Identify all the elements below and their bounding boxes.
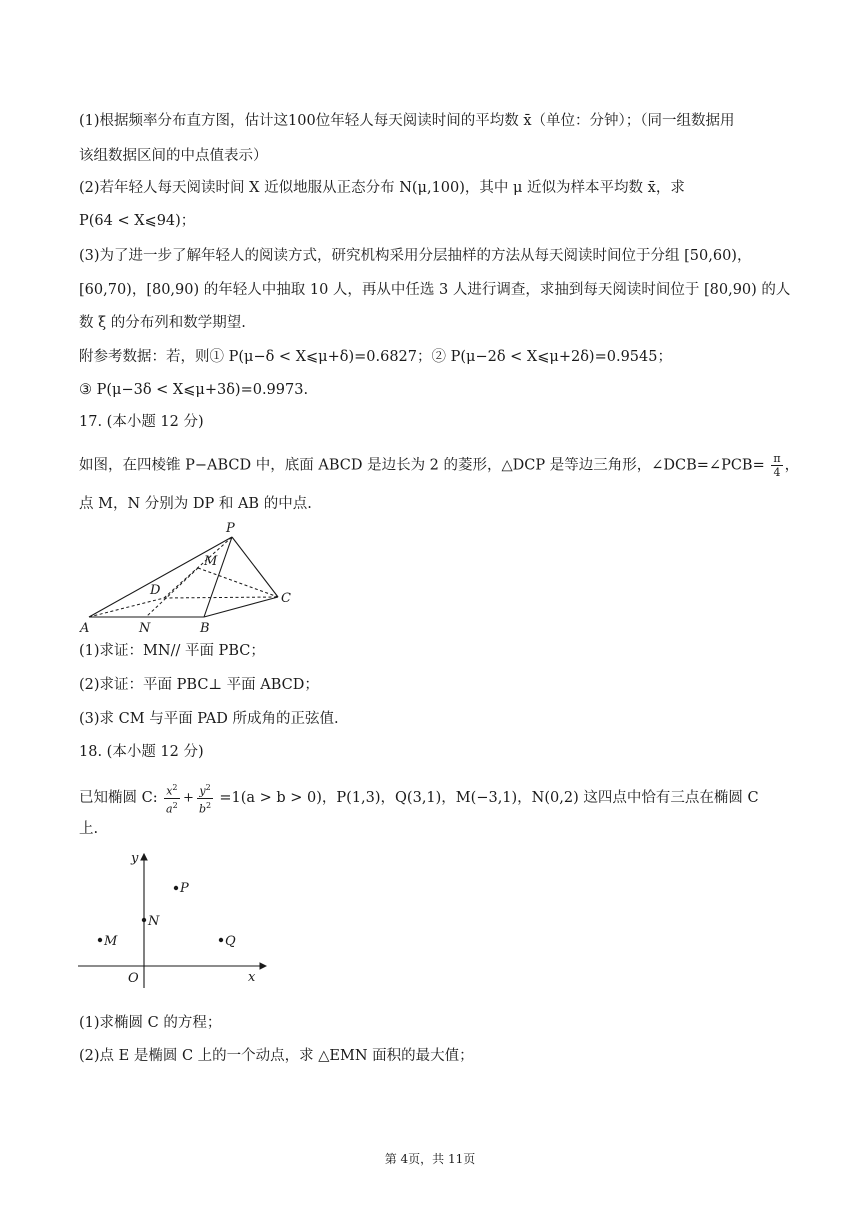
point-M [98,938,102,942]
q17-fraction [771,452,782,479]
q18-subquestion-1: (1)求椭圆 C 的方程； [79,1015,222,1031]
q18-ellipse-formula: $\frac{x^2}{a^2}$ + $\frac{y^2}{b^2}$ [166,783,212,816]
q18-statement-line2: 上. [79,821,99,837]
q16-part2-line1: (2)若年轻人每天阅读时间 X 近似地服从正态分布 N(μ,100)，其中 μ 近似为样本平均数 x̄，求 [79,180,685,196]
q17-pyramid-figure [76,518,306,636]
q18-statement-line1 [79,781,759,815]
label-N: N [139,621,151,636]
label-D: D [150,583,161,598]
q18-coordinate-figure [76,846,276,996]
q18-statement-rest: =1(a > b > 0)，P(1,3)，Q(3,1)，M(−3,1)，N(0,2) 这四点中恰有三点在椭圆 C [219,790,759,807]
q17-fraction-tail: ， [784,457,800,474]
q18-heading: 18. (本小题 12 分) [79,744,204,760]
q18-statement-prefix: 已知椭圆 C: [79,790,158,807]
q17-subquestion-1: (1)求证：MN// 平面 PBC； [79,643,265,659]
label-M: M [204,554,218,569]
label-M: M [104,934,118,949]
label-B: B [200,621,210,636]
q18-subquestion-2: (2)点 E 是椭圆 C 上的一个动点，求 △EMN 面积的最大值； [79,1048,474,1064]
q16-reference-line2: ③ P(μ−3δ < X⩽μ+3δ)=0.9973. [79,382,309,398]
edge-AD [89,598,164,617]
q17-statement-line1 [79,452,799,479]
q16-part1-line1: (1)根据频率分布直方图，估计这100位年轻人每天阅读时间的平均数 x̄（单位：分钟）；（同一组数据用 [79,113,735,129]
point-P [174,886,178,890]
point-N [142,918,146,922]
label-P: P [180,881,189,896]
segment-MC [198,568,278,597]
q16-reference-line1: 附参考数据：若，则① P(μ−δ < X⩽μ+δ)=0.6827；② P(μ−2δ < X⩽μ+2δ)=0.9545； [79,349,672,365]
label-P: P [226,521,235,536]
page-footer: 第 4页，共 11页 [384,1152,476,1166]
q16-part3-line1: (3)为了进一步了解年轻人的阅读方式，研究机构采用分层抽样的方法从每天阅读时间位于分组 [50,60)， [79,248,752,264]
q16-part1-line2: 该组数据区间的中点值表示） [79,148,268,164]
q17-subquestion-3: (3)求 CM 与平面 PAD 所成角的正弦值. [79,711,339,727]
label-y: y [131,851,139,866]
q17-subquestion-2: (2)求证：平面 PBC⊥ 平面 ABCD； [79,677,319,693]
label-Q: Q [225,934,236,949]
edge-DC [164,597,278,598]
label-C: C [281,591,291,606]
label-N: N [148,914,160,929]
q16-part3-line2: [60,70)，[80,90) 的年轻人中抽取 10 人，再从中任选 3 人进行调查，求抽到每天阅读时间位于 [80,90) 的人 [79,282,791,298]
edge-PA [89,537,232,617]
q17-heading: 17. (本小题 12 分) [79,414,204,430]
edge-BC [204,597,278,617]
q16-part3-line3: 数 ξ 的分布列和数学期望. [79,315,246,331]
label-A: A [80,621,90,636]
q17-fraction-numerator: π [773,452,781,465]
label-O: O [128,971,139,986]
point-Q [219,938,223,942]
q16-part2-line2: P(64 < X⩽94)； [79,213,196,229]
q17-statement-text: 如图，在四棱锥 P−ABCD 中，底面 ABCD 是边长为 2 的菱形，△DCP 是等边三角形，∠DCB=∠PCB= [79,457,765,474]
q17-statement-line2: 点 M，N 分别为 DP 和 AB 的中点. [79,496,312,512]
label-x: x [248,970,256,985]
edge-PC [232,537,278,597]
q17-fraction-denominator: 4 [773,466,781,479]
